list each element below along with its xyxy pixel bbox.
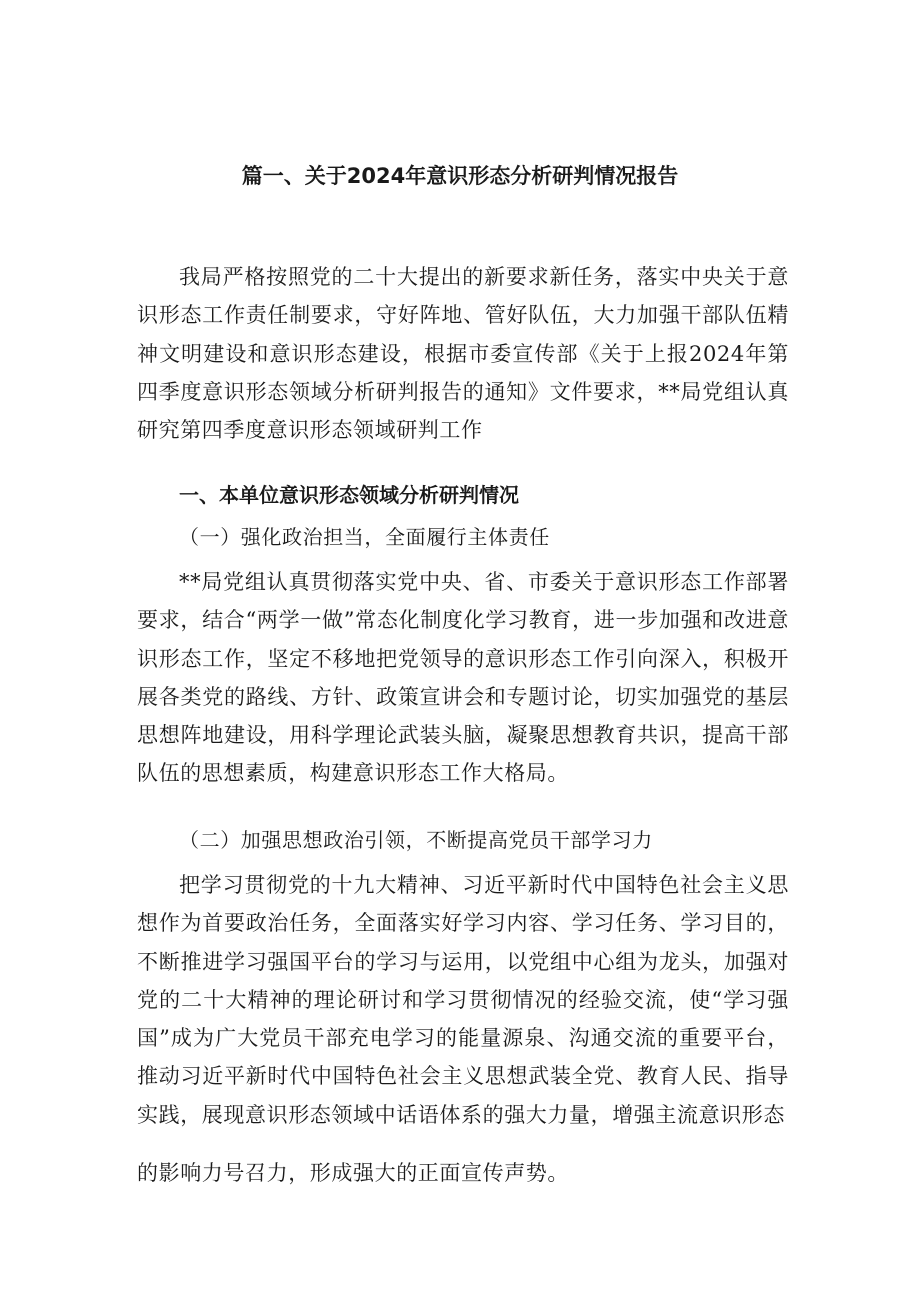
section-heading: 一、本单位意识形态领域分析研判情况 [179,483,519,507]
subsection-paragraph-2-tail: 的影响力号召力，形成强大的正面宣传声势。 [137,1161,569,1185]
subsection-paragraph-2: 把学习贯彻党的十九大精神、习近平新时代中国特色社会主义思想作为首要政治任务，全面落实好学习内容、学习任务、学习目的，不断推进学习强国平台的学习与运用，以党组中心组为龙头，加强对党的二十大精神的理论研讨和学习贯彻情况的经验交流，使“学习强国”成为广大党员干部充电学习的能量源泉、沟通交流的重要平台，推动习近平新时代中国特色社会主义思想武装全党、教育人民、指导实践，展现意识形态领域中话语体系的强大力量，增强主流意识形态 [137,873,789,1127]
subsection-heading-1: （一）强化政治担当，全面履行主体责任 [179,525,550,549]
subsection-paragraph-1: **局党组认真贯彻落实党中央、省、市委关于意识形态工作部署要求，结合“两学一做”常态化制度化学习教育，进一步加强和改进意识形态工作，坚定不移地把党领导的意识形态工作引向深入，积极开展各类党的路线、方针、政策宣讲会和专题讨论，切实加强党的基层思想阵地建设，用科学理论武装头脑，凝聚思想教育共识，提高干部队伍的思想素质，构建意识形态工作大格局。 [137,570,789,786]
intro-paragraph: 我局严格按照党的二十大提出的新要求新任务，落实中央关于意识形态工作责任制要求，守好阵地、管好队伍，大力加强干部队伍精神文明建设和意识形态建设，根据市委宣传部《关于上报2024年第四季度意识形态领域分析研判报告的通知》文件要求，**局党组认真研究第四季度意识形态领域研判工作 [137,265,789,443]
subsection-heading-2: （二）加强思想政治引领，不断提高党员干部学习力 [179,828,653,852]
document-title: 篇一、关于2024年意识形态分析研判情况报告 [241,164,679,188]
